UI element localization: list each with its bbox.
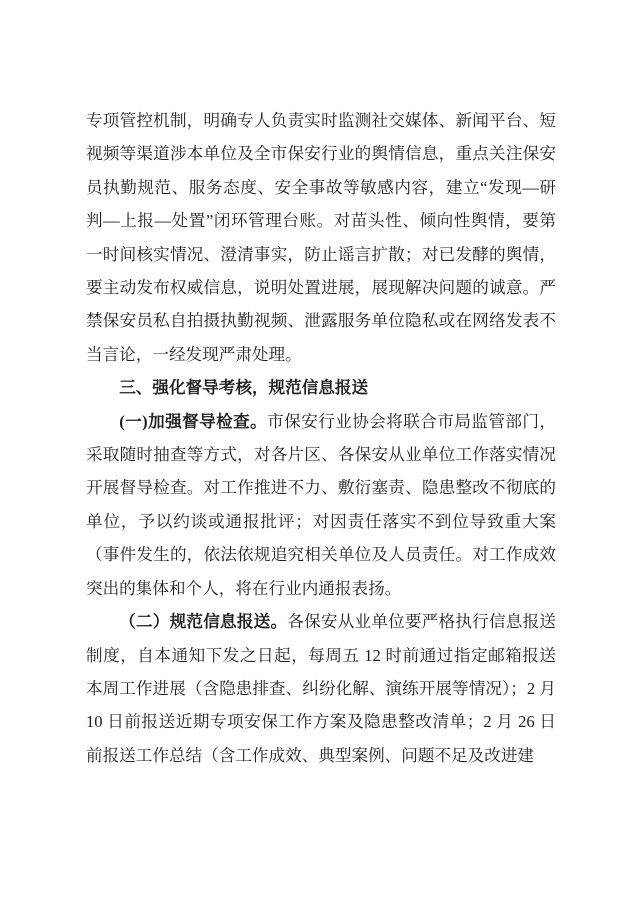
paragraph-reporting-lead: （二）规范信息报送。 [119, 612, 288, 632]
paragraph-reporting-body: 各保安从业单位要严格执行信息报送制度，自本通知下发之日起，每周五 12 时前通过指定邮箱报送本周工作进展（含隐患排查、纠纷化解、演练开展等情况）；2 月 10 日前报送近期专项安保工作方案及隐患整改清单；2 月 26 日前报送工作总结（含工作成效、典型案例、问题不足及改进建 [86, 612, 557, 765]
paragraph-supervision-lead: (一)加强督导检查。 [119, 411, 268, 431]
section-heading: 三、强化督导考核，规范信息报送 [119, 378, 369, 398]
paragraph-info-reporting [86, 605, 556, 772]
paragraph-supervision-body: 市保安行业协会将联合市局监管部门，采取随时抽查等方式，对各片区、各保安从业单位工作落实情况开展督导检查。对工作推进不力、敷衍塞责、隐患整改不彻底的单位，予以约谈或通报批评；对因责任落实不到位导致重大案（事件发生的，依法依规追究相关单位及人员责任。对工作成效突出的集体和个人，将在行业内通报表扬。 [86, 411, 556, 598]
paragraph-supervision-inspection [86, 405, 556, 605]
paragraph-public-opinion-control: 专项管控机制，明确专人负责实时监测社交媒体、新闻平台、短视频等渠道涉本单位及全市保安行业的舆情信息，重点关注保安员执勤规范、服务态度、安全事故等敏感内容，建立“发现—研判—上报—处置”闭环管理台账。对苗头性、倾向性舆情，要第一时间核实情况、澄清事实，防止谣言扩散；对已发酵的舆情，要主动发布权威信息，说明处置进展，展现解决问题的诚意。严禁保安员私自拍摄执勤视频、泄露服务单位隐私或在网络发表不当言论，一经发现严肃处理。 [86, 111, 556, 364]
document-text [86, 104, 556, 772]
